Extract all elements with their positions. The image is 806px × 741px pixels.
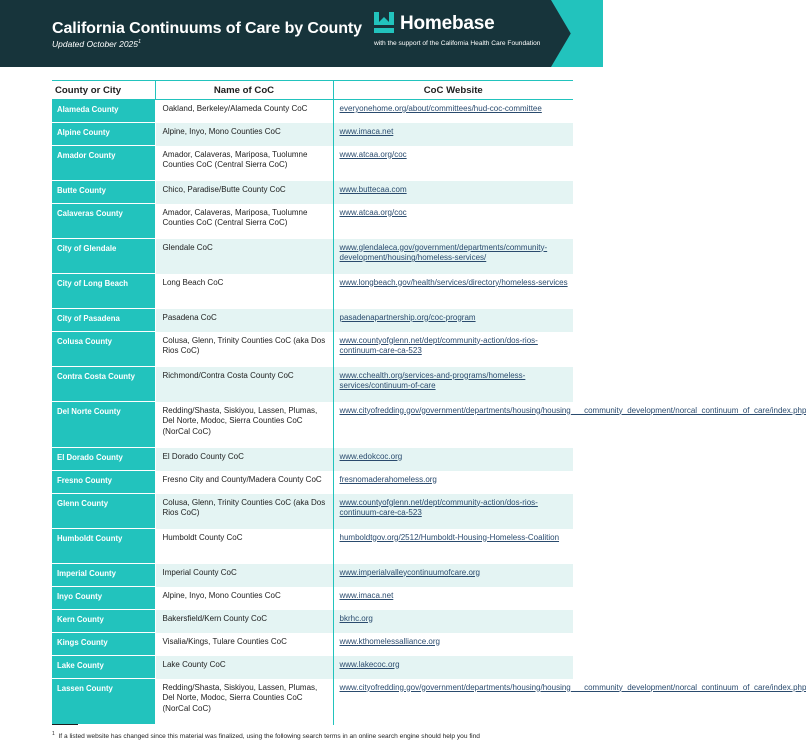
coc-name-cell (155, 309, 333, 332)
coc-website-link[interactable]: www.countyofglenn.net/dept/community-action/dos-rios-continuum-care-ca-523 (339, 335, 538, 355)
county-cell: Lassen County (52, 679, 155, 725)
county-cell: Contra Costa County (52, 367, 155, 402)
updated-date: Updated October 2025 (52, 39, 139, 49)
coc-name: Richmond/Contra Costa County CoC (162, 370, 294, 380)
coc-name-cell (155, 564, 333, 587)
coc-name-cell (155, 367, 333, 402)
coc-website-cell (333, 402, 806, 448)
coc-website-cell (333, 633, 573, 656)
coc-website-link[interactable]: www.lakecoc.org (339, 659, 400, 669)
footnote-text: If a listed website has changed since this material was finalized, using the following search terms in an online search engine should help you find (58, 733, 480, 741)
table-row (52, 587, 573, 610)
coc-table (52, 80, 806, 725)
coc-website-cell (333, 679, 806, 725)
table-row (52, 123, 573, 146)
county-cell: Inyo County (52, 587, 155, 610)
table-row (52, 448, 573, 471)
coc-website-link[interactable]: www.edokcoc.org (339, 451, 403, 461)
coc-website-link[interactable]: www.cityofredding.gov/government/departments/housing/housing___community_development/norcal_continuum_of_care/index.php (339, 682, 806, 692)
county-cell: Alameda County (52, 100, 155, 123)
footnote-marker: 1 (138, 39, 142, 46)
coc-name-cell (155, 332, 333, 367)
coc-website-cell (333, 656, 573, 679)
coc-name: Alpine, Inyo, Mono Counties CoC (162, 126, 281, 136)
county-cell: El Dorado County (52, 448, 155, 471)
coc-name: Amador, Calaveras, Mariposa, Tuolumne Counties CoC (Central Sierra CoC) (162, 207, 308, 227)
page-subtitle (52, 39, 141, 49)
table-row (52, 494, 573, 529)
coc-website-link[interactable]: www.cityofredding.gov/government/departments/housing/housing___community_development/norcal_continuum_of_care/index.php (339, 405, 806, 415)
table-row (52, 529, 573, 564)
column-header-coc-name: Name of CoC (155, 81, 333, 100)
table-row (52, 656, 573, 679)
coc-name: Bakersfield/Kern County CoC (162, 613, 267, 623)
coc-website-cell (333, 204, 573, 239)
coc-name: Fresno City and County/Madera County CoC (162, 474, 322, 484)
coc-name-cell (155, 679, 333, 725)
table-row (52, 181, 573, 204)
coc-website-link[interactable]: www.buttecaa.com (339, 184, 407, 194)
county-cell: Amador County (52, 146, 155, 181)
coc-name: Oakland, Berkeley/Alameda County CoC (162, 104, 308, 113)
county-cell: Alpine County (52, 123, 155, 146)
coc-name: Visalia/Kings, Tulare Counties CoC (162, 636, 287, 646)
coc-name: Redding/Shasta, Siskiyou, Lassen, Plumas, Del Norte, Modoc, Sierra Counties CoC (NorCal CoC) (162, 405, 318, 436)
footnote-number: 1 (52, 731, 55, 737)
coc-website-link[interactable]: bkrhc.org (339, 613, 373, 623)
coc-website-cell (333, 274, 573, 309)
coc-website-link[interactable]: everyonehome.org/about/committees/hud-coc-committee (339, 104, 542, 113)
county-cell: Butte County (52, 181, 155, 204)
column-header-coc-website: CoC Website (333, 81, 573, 100)
coc-website-link[interactable]: www.kthomelessalliance.org (339, 636, 440, 646)
table-row (52, 402, 573, 448)
header-banner (0, 0, 603, 67)
coc-website-link[interactable]: www.glendaleca.gov/government/departments/community-development/housing/homeless-services/ (339, 242, 548, 262)
coc-website-cell (333, 309, 573, 332)
coc-website-cell (333, 367, 573, 402)
coc-website-link[interactable]: www.longbeach.gov/health/services/directory/homeless-services (339, 277, 568, 287)
footnote-divider (52, 724, 78, 725)
coc-website-link[interactable]: pasadenapartnership.org/coc-program (339, 312, 476, 322)
coc-website-link[interactable]: www.countyofglenn.net/dept/community-action/dos-rios-continuum-care-ca-523 (339, 497, 538, 517)
coc-name-cell (155, 610, 333, 633)
coc-website-cell (333, 332, 573, 367)
coc-name: Colusa, Glenn, Trinity Counties CoC (aka Dos Rios CoC) (162, 335, 326, 355)
coc-website-link[interactable]: www.atcaa.org/coc (339, 207, 407, 217)
coc-name-cell (155, 274, 333, 309)
coc-name: Alpine, Inyo, Mono Counties CoC (162, 590, 281, 600)
coc-name-cell (155, 529, 333, 564)
table-row (52, 332, 573, 367)
coc-website-link[interactable]: www.imaca.net (339, 126, 394, 136)
coc-name-cell (155, 100, 333, 123)
homebase-house-icon (374, 12, 394, 34)
coc-name: Chico, Paradise/Butte County CoC (162, 184, 286, 194)
table-row (52, 633, 573, 656)
coc-name: Pasadena CoC (162, 312, 217, 322)
coc-website-link[interactable]: fresnomaderahomeless.org (339, 474, 437, 484)
coc-name-cell (155, 633, 333, 656)
table-row (52, 100, 573, 123)
table-row (52, 471, 573, 494)
coc-website-link[interactable]: humboldtgov.org/2512/Humboldt-Housing-Homeless-Coalition (339, 532, 560, 542)
brand-name: Homebase (400, 13, 495, 34)
page-title: California Continuums of Care by County (52, 20, 362, 37)
county-cell: Colusa County (52, 332, 155, 367)
county-cell: City of Long Beach (52, 274, 155, 309)
coc-website-cell (333, 610, 573, 633)
table-row (52, 204, 573, 239)
coc-name-cell (155, 587, 333, 610)
coc-website-link[interactable]: www.imperialvalleycontinuumofcare.org (339, 567, 481, 577)
coc-name-cell (155, 402, 333, 448)
coc-name: El Dorado County CoC (162, 451, 244, 461)
county-cell: Calaveras County (52, 204, 155, 239)
coc-name-cell (155, 123, 333, 146)
coc-name: Glendale CoC (162, 242, 213, 252)
coc-name: Long Beach CoC (162, 277, 224, 287)
coc-name: Colusa, Glenn, Trinity Counties CoC (aka Dos Rios CoC) (162, 497, 326, 517)
brand-tagline: with the support of the California Health Care Foundation (374, 40, 541, 47)
column-header-county: County or City (52, 81, 155, 100)
table-row (52, 274, 573, 309)
coc-name-cell (155, 656, 333, 679)
coc-name-cell (155, 204, 333, 239)
coc-name: Humboldt County CoC (162, 532, 243, 542)
coc-website-link[interactable]: www.cchealth.org/services-and-programs/homeless-services/continuum-of-care (339, 370, 526, 390)
coc-website-link[interactable]: www.atcaa.org/coc (339, 149, 407, 159)
county-cell: City of Pasadena (52, 309, 155, 332)
coc-name: Amador, Calaveras, Mariposa, Tuolumne Counties CoC (Central Sierra CoC) (162, 149, 308, 169)
table-row (52, 146, 573, 181)
coc-name-cell (155, 146, 333, 181)
coc-website-cell (333, 146, 573, 181)
table-row (52, 239, 573, 274)
county-cell: Imperial County (52, 564, 155, 587)
footnote (52, 731, 480, 740)
coc-website-cell (333, 471, 573, 494)
table-row (52, 679, 573, 725)
coc-website-cell (333, 448, 573, 471)
coc-name-cell (155, 448, 333, 471)
county-cell: Glenn County (52, 494, 155, 529)
coc-website-cell (333, 181, 573, 204)
coc-website-link[interactable]: www.imaca.net (339, 590, 394, 600)
coc-website-cell (333, 123, 573, 146)
coc-website-cell (333, 100, 573, 123)
county-cell: Del Norte County (52, 402, 155, 448)
county-cell: Fresno County (52, 471, 155, 494)
coc-name-cell (155, 239, 333, 274)
coc-name-cell (155, 471, 333, 494)
table-row (52, 610, 573, 633)
coc-website-cell (333, 564, 573, 587)
county-cell: City of Glendale (52, 239, 155, 274)
coc-name-cell (155, 494, 333, 529)
coc-website-cell (333, 529, 573, 564)
decorative-chevron (551, 0, 603, 67)
coc-website-cell (333, 587, 573, 610)
coc-website-cell (333, 239, 573, 274)
table-header-row (52, 81, 573, 100)
table-row (52, 367, 573, 402)
coc-website-cell (333, 494, 573, 529)
coc-name-cell (155, 181, 333, 204)
table-row (52, 309, 573, 332)
coc-name: Imperial County CoC (162, 567, 237, 577)
county-cell: Humboldt County (52, 529, 155, 564)
coc-name: Lake County CoC (162, 659, 226, 669)
table-row (52, 564, 573, 587)
coc-name: Redding/Shasta, Siskiyou, Lassen, Plumas, Del Norte, Modoc, Sierra Counties CoC (NorCal CoC) (162, 682, 318, 713)
county-cell: Kern County (52, 610, 155, 633)
county-cell: Lake County (52, 656, 155, 679)
county-cell: Kings County (52, 633, 155, 656)
